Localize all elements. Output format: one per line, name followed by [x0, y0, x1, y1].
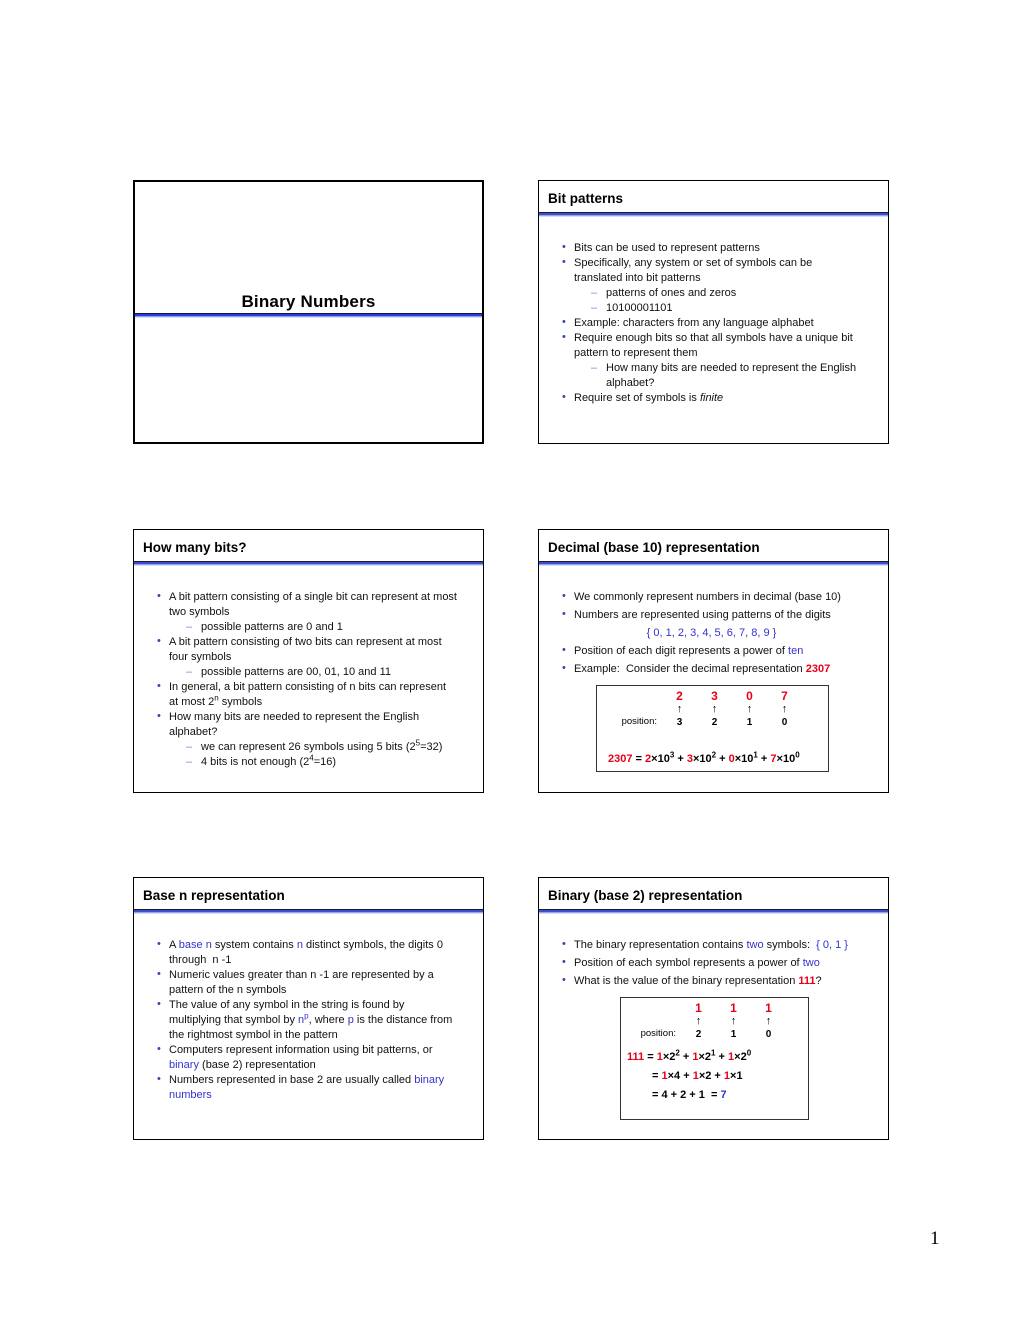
text-segment: = — [652, 1070, 662, 1082]
text-segment: { 0, 1 } — [816, 939, 848, 951]
header-divider-line — [134, 909, 483, 914]
arrow-icon: ↑ — [676, 703, 683, 715]
text-segment: 1 — [723, 1070, 731, 1082]
arrow-icon: ↑ — [746, 703, 753, 715]
text-segment: system contains — [211, 939, 297, 951]
text-segment: 5 — [415, 738, 421, 748]
text-segment: n — [296, 939, 303, 951]
slide-binary-numbers-title — [133, 180, 484, 444]
slide-decimal-representation — [538, 529, 889, 793]
row-label — [621, 1015, 681, 1028]
text-segment: 4 — [309, 753, 314, 763]
text-segment: is the distance from the rightmost symbol in the pattern — [169, 1014, 453, 1041]
header-divider-line — [134, 561, 483, 566]
position-row — [621, 1028, 808, 1042]
formula-line — [652, 1089, 808, 1101]
bullet-item — [561, 256, 862, 286]
text-segment: + — [674, 753, 687, 765]
header-divider-line — [539, 212, 888, 217]
text-segment: p — [304, 1011, 309, 1021]
binary-position-figure — [620, 997, 809, 1120]
text-segment: + — [715, 1051, 729, 1063]
text-segment: two — [802, 957, 820, 969]
position-cell: 1 — [730, 1029, 737, 1040]
page-number: 1 — [930, 1228, 940, 1249]
text-segment: Numeric values greater than n -1 are represented by a pattern of the n symbols — [169, 969, 434, 996]
text-segment: Example: characters from any language alphabet — [574, 317, 814, 329]
text-segment: + — [716, 753, 729, 765]
text-segment: In general, a bit pattern consisting of n bits can represent at most 2 — [169, 681, 446, 708]
text-segment: finite — [699, 392, 724, 404]
text-segment: ×10 — [692, 753, 712, 765]
bullet-item — [561, 662, 862, 677]
text-segment: binary numbers — [169, 1074, 445, 1101]
arrow-icon: ↑ — [695, 1015, 702, 1027]
bullet-list — [156, 590, 457, 770]
bullet-item — [561, 590, 862, 605]
position-cell: 2 — [695, 1029, 702, 1040]
text-segment: 111 — [627, 1051, 645, 1063]
bullet-item — [561, 608, 862, 623]
text-segment: The value of any symbol in the string is found by multiplying that symbol by — [169, 999, 405, 1026]
arrow-icon: ↑ — [730, 1015, 737, 1027]
sub-bullet-item — [186, 755, 457, 770]
text-segment: ×2 + — [698, 1070, 724, 1082]
bullet-item — [156, 1073, 457, 1103]
digit-cell: 1 — [730, 1001, 737, 1015]
digit-cell: 0 — [746, 689, 753, 703]
row-label — [621, 1002, 681, 1015]
text-segment: Example: Consider the decimal representation — [574, 663, 806, 675]
text-segment: 111 — [798, 975, 816, 987]
bullet-item — [156, 968, 457, 998]
text-segment: 4 bits is not enough (2 — [201, 756, 310, 768]
row-label — [597, 703, 662, 716]
text-segment: = 4 + 2 + 1 = — [652, 1089, 721, 1101]
text-segment: 1 — [661, 1070, 668, 1082]
position-cell: 0 — [781, 717, 788, 728]
text-segment: ×2 — [734, 1051, 747, 1063]
text-segment: What is the value of the binary representation — [574, 975, 799, 987]
arrow-row — [621, 1015, 808, 1028]
bullet-item — [156, 938, 457, 968]
text-segment: 7 — [720, 1089, 727, 1101]
text-segment: = — [632, 753, 646, 765]
text-segment: =32) — [420, 741, 443, 753]
text-segment: ×10 — [651, 753, 670, 765]
text-segment: 3 — [686, 753, 693, 765]
slide-header: How many bits? — [143, 540, 247, 555]
digit-cell: 2 — [676, 689, 683, 703]
text-segment: patterns of ones and zeros — [606, 287, 737, 299]
text-segment: 2 — [645, 753, 652, 765]
digit-position-grid — [597, 686, 828, 730]
text-segment: , where — [308, 1014, 348, 1026]
bullet-list — [561, 938, 862, 989]
slide-bit-patterns — [538, 180, 889, 444]
text-segment: distinct symbols, the digits 0 through n -1 — [169, 939, 443, 966]
presentation-title: Binary Numbers — [241, 292, 376, 311]
decimal-position-figure — [596, 685, 829, 772]
text-segment: 0 — [795, 750, 800, 760]
expansion-formulas — [602, 750, 800, 765]
position-cell: 3 — [676, 717, 683, 728]
text-segment: Require enough bits so that all symbols have a unique bit pattern to represent them — [574, 332, 853, 359]
digit-row — [621, 1002, 808, 1015]
bullet-item — [156, 998, 457, 1043]
text-segment: We commonly represent numbers in decimal (base 10) — [574, 591, 841, 603]
text-segment: ×2 — [698, 1051, 712, 1063]
text-segment: A — [169, 939, 179, 951]
text-segment: A bit pattern consisting of a single bit can represent at most two symbols — [169, 591, 457, 618]
slide-header: Binary (base 2) representation — [548, 888, 743, 903]
text-segment: ×10 — [734, 753, 754, 765]
bullet-item — [561, 316, 862, 331]
text-segment: + — [679, 1051, 693, 1063]
text-segment: possible patterns are 00, 01, 10 and 11 — [201, 666, 391, 678]
bullet-item — [156, 590, 457, 620]
text-segment: = — [644, 1051, 657, 1063]
header-divider-line — [539, 561, 888, 566]
centered-line — [561, 626, 862, 641]
text-segment: Position of each symbol represents a power of — [574, 957, 803, 969]
text-segment: 0 — [746, 1048, 752, 1058]
slide-header: Bit patterns — [548, 191, 624, 206]
position-cell: 2 — [711, 717, 718, 728]
text-segment: Require set of symbols is — [574, 392, 700, 404]
arrow-icon: ↑ — [781, 703, 788, 715]
row-label: position: — [640, 1028, 676, 1039]
text-segment: ×10 — [776, 753, 796, 765]
arrow-row — [597, 703, 828, 716]
formula-line — [627, 1048, 808, 1063]
text-segment: How many bits are needed to represent the English alphabet? — [169, 711, 420, 738]
formula-line — [652, 1070, 808, 1082]
text-segment: 2307 — [608, 753, 633, 765]
text-segment: How many bits are needed to represent the English alphabet? — [606, 362, 857, 389]
title-divider-line — [135, 313, 482, 318]
bullet-item — [156, 680, 457, 710]
bullet-list — [561, 590, 862, 677]
slide-base-n-representation — [133, 877, 484, 1140]
text-segment: Numbers are represented using patterns of the digits — [574, 609, 831, 621]
bullet-item — [561, 974, 862, 989]
slide-header: Decimal (base 10) representation — [548, 540, 760, 555]
text-segment: ×4 + — [667, 1070, 693, 1082]
text-segment: ten — [788, 645, 804, 657]
position-cell: 1 — [746, 717, 753, 728]
text-segment: 10100001101 — [606, 302, 673, 314]
digit-cell: 1 — [765, 1001, 772, 1015]
sub-bullet-item — [186, 740, 457, 755]
text-segment: 1 — [728, 1051, 735, 1063]
text-segment: ×1 — [730, 1070, 743, 1082]
sub-bullet-item — [186, 665, 457, 680]
text-segment: Computers represent information using bit patterns, or — [169, 1044, 433, 1056]
text-segment: binary — [169, 1059, 199, 1071]
text-segment: p — [347, 1014, 354, 1026]
text-segment: possible patterns are 0 and 1 — [201, 621, 343, 633]
bullet-item — [156, 635, 457, 665]
digit-position-grid — [621, 998, 808, 1042]
text-segment: Specifically, any system or set of symbols can be translated into bit patterns — [574, 257, 813, 284]
arrow-icon: ↑ — [765, 1015, 772, 1027]
text-segment: Numbers represented in base 2 are usually called — [169, 1074, 415, 1086]
formula-line — [608, 750, 800, 765]
slide-how-many-bits — [133, 529, 484, 793]
bullet-item — [561, 391, 862, 406]
header-divider-line — [539, 909, 888, 914]
bullet-item — [561, 241, 862, 256]
text-segment: 2307 — [805, 663, 831, 675]
position-cell: 0 — [765, 1029, 772, 1040]
row-label: position: — [621, 716, 657, 727]
text-segment: n — [214, 693, 219, 703]
text-segment: we can represent 26 symbols using 5 bits (2 — [201, 741, 416, 753]
expansion-formulas — [621, 1048, 808, 1101]
text-segment: n — [298, 1014, 305, 1026]
text-segment: base n — [178, 939, 212, 951]
bullet-list — [561, 241, 862, 406]
arrow-icon: ↑ — [711, 703, 718, 715]
sub-bullet-item — [591, 301, 862, 316]
text-segment: two — [746, 939, 764, 951]
text-segment: A bit pattern consisting of two bits can represent at most four symbols — [169, 636, 442, 663]
bullet-item — [561, 956, 862, 971]
text-segment: =16) — [313, 756, 337, 768]
sub-bullet-item — [591, 286, 862, 301]
text-segment: 3 — [669, 750, 675, 760]
bullet-item — [156, 1043, 457, 1073]
text-segment: symbols — [218, 696, 263, 708]
bullet-item — [561, 644, 862, 659]
sub-bullet-item — [186, 620, 457, 635]
text-segment: Bits can be used to represent patterns — [574, 242, 760, 254]
text-segment: 2 — [675, 1048, 680, 1058]
text-segment: (base 2) representation — [198, 1059, 316, 1071]
text-segment: 7 — [770, 753, 777, 765]
slide-binary-representation — [538, 877, 889, 1140]
bullet-item — [561, 938, 862, 953]
digit-cell: 7 — [781, 689, 788, 703]
digit-cell: 3 — [711, 689, 718, 703]
text-segment: ? — [815, 975, 822, 987]
text-segment: 1 — [692, 1070, 699, 1082]
bullet-list — [156, 938, 457, 1103]
digit-row — [597, 690, 828, 703]
sub-bullet-item — [591, 361, 862, 391]
bullet-item — [156, 710, 457, 740]
digit-cell: 1 — [695, 1001, 702, 1015]
position-row — [597, 716, 828, 730]
text-segment: + — [757, 753, 771, 765]
text-segment: 1 — [692, 1051, 699, 1063]
row-label — [597, 690, 662, 703]
bullet-item — [561, 331, 862, 361]
text-segment: 1 — [753, 750, 758, 760]
text-segment: The binary representation contains — [574, 939, 747, 951]
text-segment: symbols: — [763, 939, 817, 951]
text-segment: { 0, 1, 2, 3, 4, 5, 6, 7, 8, 9 } — [646, 627, 777, 639]
text-segment: 0 — [728, 753, 735, 765]
text-segment: 1 — [656, 1051, 663, 1063]
slide-header: Base n representation — [143, 888, 285, 903]
text-segment: 2 — [711, 750, 717, 760]
text-segment: Position of each digit represents a power of — [574, 645, 789, 657]
text-segment: 1 — [711, 1048, 716, 1058]
text-segment: ×2 — [662, 1051, 676, 1063]
